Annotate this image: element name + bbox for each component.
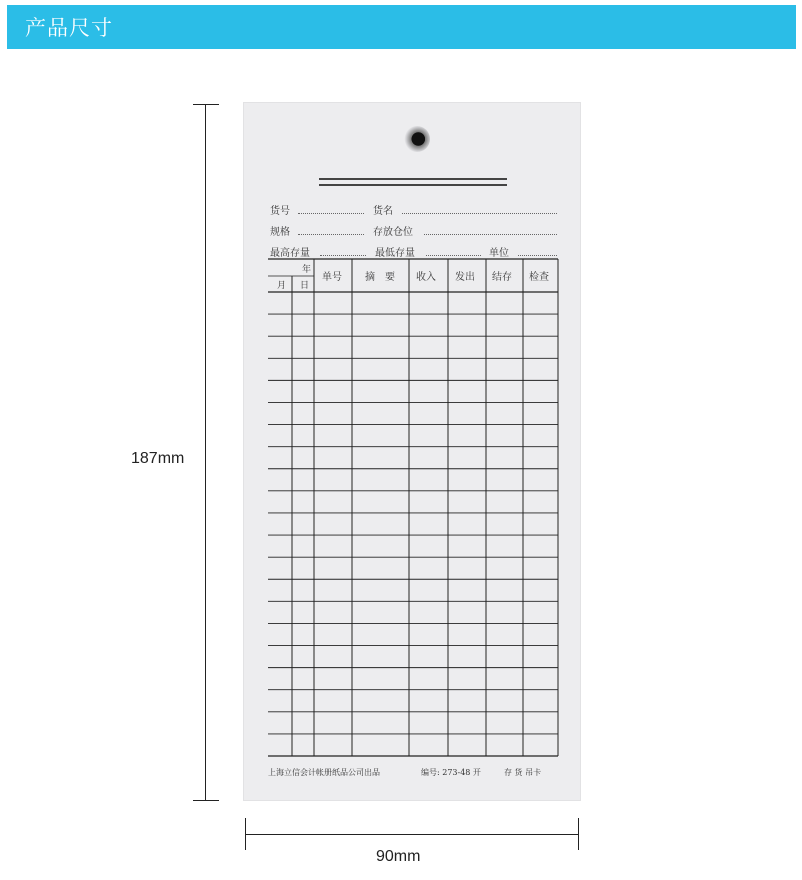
header-summary: 摘 要	[365, 272, 395, 283]
ledger-table-grid	[244, 103, 580, 800]
height-dimension-cap-bottom	[193, 800, 219, 801]
width-dimension-cap-left	[245, 818, 246, 850]
width-dimension-line	[245, 834, 579, 835]
height-dimension-label: 187mm	[131, 450, 185, 467]
header-month: 月	[277, 281, 287, 291]
footer-publisher: 上海立信会计帐册纸品公司出品	[268, 768, 380, 777]
footer-card-name: 存 货 吊卡	[504, 768, 542, 777]
width-dimension-cap-right	[578, 818, 579, 850]
field-max-stock: 最高存量	[270, 248, 310, 259]
header-receipt: 收入	[416, 272, 436, 283]
field-item-no: 货号	[270, 206, 290, 217]
field-location: 存放仓位	[373, 227, 413, 238]
section-banner	[7, 5, 796, 49]
header-issue: 发出	[455, 272, 475, 283]
field-min-stock: 最低存量	[375, 248, 415, 259]
header-balance: 结存	[492, 272, 512, 283]
field-spec: 规格	[270, 227, 290, 238]
height-dimension-line	[205, 104, 206, 801]
inventory-tag-card	[244, 103, 580, 800]
header-day: 日	[300, 281, 310, 291]
field-item-name: 货名	[373, 206, 393, 217]
height-dimension-cap-top	[193, 104, 219, 105]
section-title: 产品尺寸	[25, 16, 113, 40]
footer-code: 编号: 273-48 开	[421, 768, 481, 777]
header-doc-no: 单号	[322, 272, 342, 283]
field-unit: 单位	[489, 248, 509, 259]
header-check: 检查	[529, 272, 549, 283]
header-year: 年	[302, 265, 312, 275]
width-dimension-label: 90mm	[376, 848, 421, 865]
